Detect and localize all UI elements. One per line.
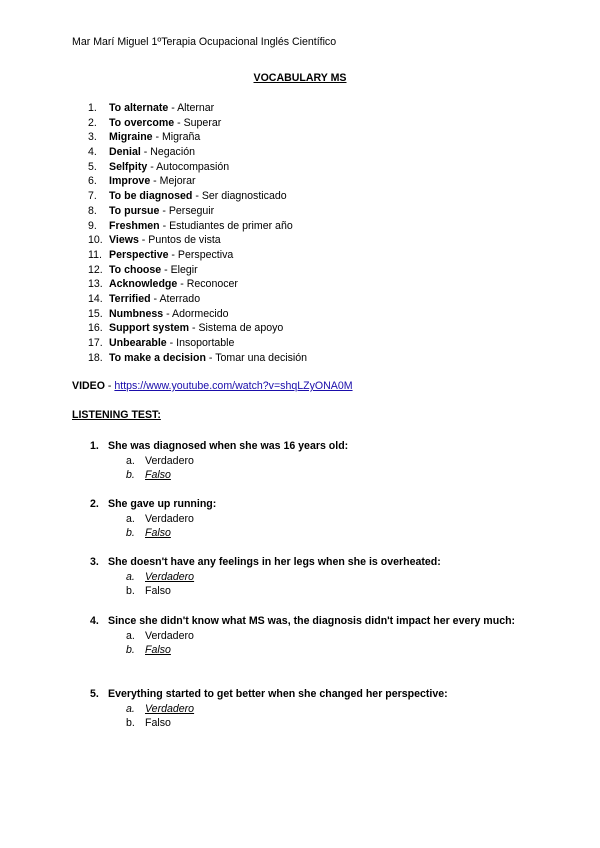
vocab-separator: -: [152, 131, 162, 144]
vocab-term: Perspective: [109, 248, 169, 261]
vocab-item: [88, 233, 307, 248]
vocab-number: 3.: [88, 131, 97, 144]
vocab-item: [88, 130, 307, 145]
vocab-item: [88, 321, 307, 336]
vocab-term: Improve: [109, 175, 151, 188]
page-title: VOCABULARY MS: [253, 72, 347, 84]
vocab-item: [88, 277, 307, 292]
vocab-number: 12.: [88, 263, 103, 276]
option-text: Verdadero: [145, 702, 195, 715]
question-text-row: [90, 498, 520, 512]
vocab-separator: -: [168, 248, 178, 261]
vocab-number: 9.: [88, 219, 97, 232]
answer-option[interactable]: [90, 512, 520, 527]
vocab-number: 18.: [88, 351, 103, 364]
vocab-meaning: Puntos de vista: [148, 234, 221, 247]
vocab-term: Migraine: [109, 131, 153, 144]
vocab-meaning: Reconocer: [186, 278, 238, 291]
video-label: VIDEO: [72, 380, 105, 392]
vocab-item: [88, 116, 307, 131]
vocab-term: Acknowledge: [109, 278, 178, 291]
vocab-item: [88, 263, 307, 278]
answer-option[interactable]: [90, 584, 520, 599]
vocab-item: [88, 351, 307, 366]
option-text: Verdadero: [145, 570, 195, 583]
vocab-number: 6.: [88, 175, 97, 188]
vocab-item: [88, 336, 307, 351]
vocab-item: [88, 160, 307, 175]
vocab-separator: -: [150, 175, 160, 188]
vocab-term: To make a decision: [109, 351, 206, 364]
answer-option[interactable]: [90, 629, 520, 644]
vocab-meaning: Negación: [150, 146, 195, 159]
option-letter: a.: [126, 512, 135, 525]
vocabulary-list: [88, 101, 307, 365]
vocab-number: 13.: [88, 278, 103, 291]
vocab-number: 16.: [88, 322, 103, 335]
vocab-separator: -: [166, 337, 177, 349]
option-text: Verdadero: [145, 629, 194, 642]
vocab-item: [88, 307, 307, 322]
vocab-meaning: Perspectiva: [177, 248, 234, 261]
vocab-meaning: Adormecido: [172, 307, 229, 320]
vocab-separator: -: [159, 204, 169, 217]
question-number: 3.: [90, 556, 99, 568]
vocab-separator: -: [205, 351, 216, 364]
vocab-term: Denial: [109, 146, 141, 159]
question-2: [90, 498, 520, 541]
question-text-row: [90, 556, 520, 570]
vocab-number: 7.: [88, 190, 97, 203]
vocab-separator: -: [150, 292, 160, 305]
vocab-term: To alternate: [109, 102, 169, 114]
option-letter: a.: [126, 702, 135, 715]
vocab-meaning: Migraña: [161, 131, 201, 144]
vocab-number: 17.: [88, 337, 103, 349]
answer-option-selected[interactable]: [90, 468, 520, 483]
vocab-separator: -: [168, 102, 178, 114]
question-text: Everything started to get better when she changed her perspective:: [108, 688, 448, 700]
vocab-meaning: Estudiantes de primer año: [169, 219, 293, 232]
option-text: Verdadero: [145, 512, 194, 525]
option-letter: a.: [126, 454, 135, 467]
option-letter: b.: [126, 469, 135, 482]
vocab-item: [88, 219, 307, 234]
listening-test-title: LISTENING TEST:: [72, 409, 161, 421]
vocab-number: 10.: [88, 234, 103, 247]
vocab-separator: -: [138, 234, 149, 247]
vocab-term: To overcome: [109, 116, 175, 129]
option-text: Falso: [145, 469, 171, 482]
vocab-meaning: Alternar: [177, 102, 215, 114]
vocab-term: Views: [109, 234, 139, 247]
answer-option-selected[interactable]: [90, 702, 520, 717]
vocab-term: Freshmen: [109, 219, 160, 232]
vocab-separator: -: [189, 322, 199, 335]
question-4: [90, 615, 520, 658]
option-text: Falso: [145, 644, 171, 657]
vocab-meaning: Perseguir: [168, 204, 215, 217]
option-letter: b.: [126, 585, 135, 598]
option-letter: b.: [126, 717, 135, 730]
question-text-row: [90, 440, 520, 454]
vocab-term: To choose: [109, 263, 162, 276]
question-text: She doesn't have any feelings in her legs when she is overheated:: [108, 556, 441, 568]
vocab-separator: -: [192, 190, 202, 203]
vocab-item: [88, 292, 307, 307]
question-number: 5.: [90, 688, 99, 700]
vocab-meaning: Tomar una decisión: [215, 351, 308, 364]
vocab-meaning: Mejorar: [159, 175, 196, 188]
vocab-item: [88, 145, 307, 160]
answer-option-selected[interactable]: [90, 643, 520, 658]
vocab-separator: -: [163, 307, 173, 320]
question-5: [90, 688, 520, 731]
vocab-separator: -: [174, 116, 184, 129]
question-3: [90, 556, 520, 599]
question-text-row: [90, 688, 520, 702]
vocab-number: 1.: [88, 102, 97, 114]
vocab-separator: -: [177, 278, 187, 291]
question-1: [90, 440, 520, 483]
vocab-term: Unbearable: [109, 337, 167, 349]
vocab-separator: -: [159, 219, 170, 232]
option-text: Falso: [145, 585, 171, 598]
vocab-separator: -: [161, 263, 171, 276]
answer-option-selected[interactable]: [90, 526, 520, 541]
vocab-meaning: Aterrado: [159, 292, 201, 305]
question-text: She was diagnosed when she was 16 years old:: [108, 440, 349, 452]
page-header: Mar Marí Miguel 1ºTerapia Ocupacional Inglés Científico: [72, 36, 337, 48]
vocab-term: Selfpity: [109, 160, 148, 173]
vocab-number: 2.: [88, 116, 97, 129]
vocab-meaning: Ser diagnosticado: [201, 190, 287, 203]
option-letter: a.: [126, 570, 135, 583]
video-separator: -: [104, 380, 115, 392]
vocab-item: [88, 248, 307, 263]
option-text: Falso: [145, 717, 171, 730]
question-number: 4.: [90, 615, 99, 627]
question-number: 1.: [90, 440, 99, 452]
question-text-row: [90, 615, 520, 629]
answer-option[interactable]: [90, 454, 520, 469]
vocab-number: 4.: [88, 146, 97, 159]
vocab-item: [88, 101, 307, 116]
vocab-number: 11.: [88, 248, 102, 261]
vocab-item: [88, 174, 307, 189]
answer-option-selected[interactable]: [90, 570, 520, 585]
vocab-number: 15.: [88, 307, 103, 320]
video-line: [72, 381, 353, 392]
question-text: Since she didn't know what MS was, the diagnosis didn't impact her every much:: [108, 615, 516, 627]
vocab-number: 14.: [88, 292, 103, 305]
vocab-term: Support system: [109, 322, 190, 335]
question-text: She gave up running:: [108, 498, 217, 510]
vocab-meaning: Autocompasión: [156, 160, 230, 173]
option-letter: b.: [126, 644, 135, 657]
vocab-number: 8.: [88, 204, 97, 217]
vocab-separator: -: [147, 160, 157, 173]
vocab-term: Terrified: [109, 292, 151, 305]
vocab-item: [88, 189, 307, 204]
vocab-separator: -: [140, 146, 151, 159]
vocab-term: To pursue: [109, 204, 160, 217]
video-link[interactable]: https://www.youtube.com/watch?v=shqLZyONA0M: [114, 380, 353, 392]
vocab-number: 5.: [88, 160, 97, 173]
vocab-item: [88, 204, 307, 219]
option-text: Falso: [145, 527, 171, 540]
vocab-term: To be diagnosed: [109, 190, 193, 203]
option-letter: b.: [126, 527, 135, 540]
vocab-meaning: Sistema de apoyo: [198, 322, 284, 335]
option-letter: a.: [126, 629, 135, 642]
vocab-meaning: Elegir: [170, 263, 198, 276]
vocab-term: Numbness: [109, 307, 164, 320]
vocab-meaning: Insoportable: [176, 337, 235, 349]
vocab-meaning: Superar: [183, 116, 222, 129]
answer-option[interactable]: [90, 716, 520, 731]
option-text: Verdadero: [145, 454, 194, 467]
question-number: 2.: [90, 498, 99, 510]
